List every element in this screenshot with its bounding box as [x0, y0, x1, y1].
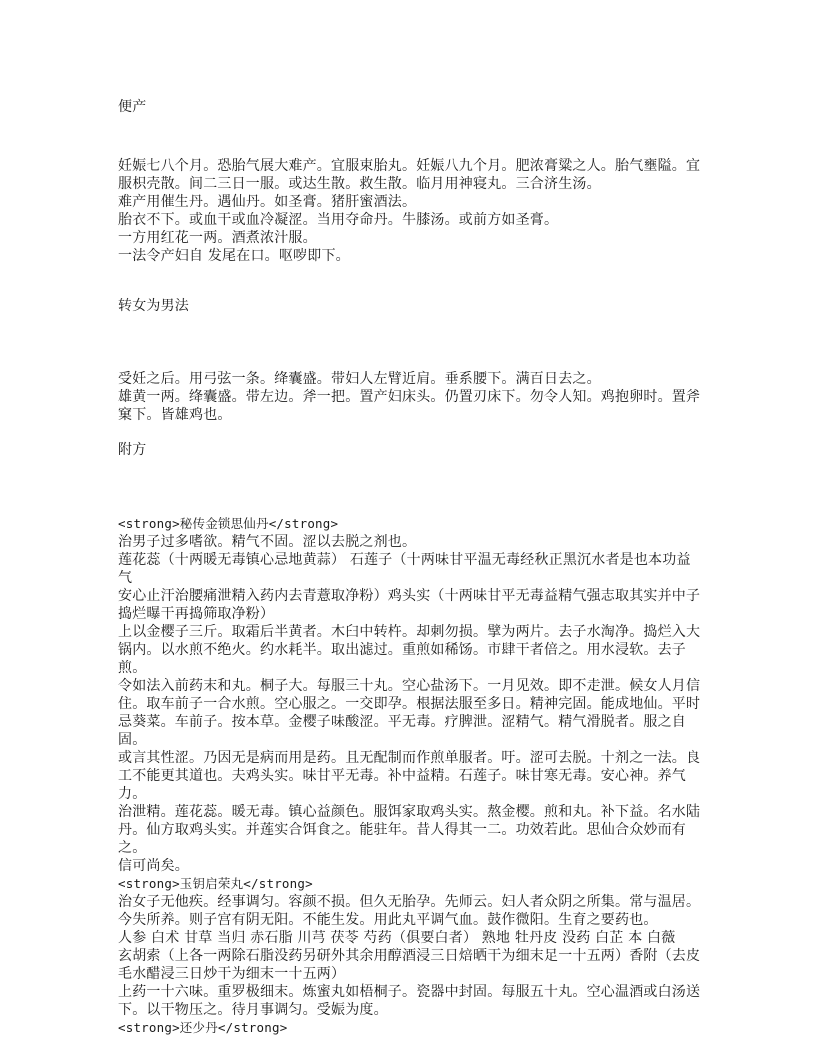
- text-line: 信可尚矣。: [118, 858, 189, 874]
- text-line: 窠下。皆雄鸡也。: [118, 407, 232, 423]
- text-line: 雄黄一两。绛囊盛。带左边。斧一把。置产妇床头。仍置刃床下。勿令人知。鸡抱卵时。置斧: [118, 389, 701, 405]
- text-line: 一方用红花一两。酒煮浓汁服。: [118, 230, 317, 246]
- text-line: 一法令产妇自 发尾在口。呕哕即下。: [118, 248, 350, 264]
- formula-title-yuyao: <strong>玉钥启荣丸</strong>: [118, 876, 313, 891]
- text-line: 或言其性涩。乃因无是病而用是药。且无配制而作煎单服者。吁。涩可去脱。十剂之一法。良: [118, 750, 701, 766]
- text-line: 毛水醋浸三日炒干为细末一十五两）: [118, 966, 346, 982]
- section-heading-fufang: [118, 441, 703, 459]
- text-line: 服枳壳散。间二三日一服。或达生散。救生散。临月用神寝丸。三合济生汤。: [118, 176, 601, 192]
- text-line: 治女子无他疾。经事调匀。容颜不损。但久无胎孕。先师云。妇人者众阴之所集。常与温居。: [118, 894, 701, 910]
- text-line: 人参 白术 甘草 当归 赤石脂 川芎 茯苓 芍药（俱要白者） 熟地 牡丹皮 没药 白芷 本 白薇: [118, 930, 676, 946]
- text-line: 妊娠七八个月。恐胎气展大难产。宜服束胎丸。妊娠八九个月。肥浓膏粱之人。胎气壅隘。宜: [118, 158, 701, 174]
- text-line: 难产用催生丹。遇仙丹。如圣膏。猪肝蜜酒法。: [118, 194, 417, 210]
- text-line: 锅内。以水煎不绝火。约水耗半。取出滤过。重煎如稀饧。市肆干者倍之。用水浸软。去子煎。: [118, 642, 686, 676]
- section-body-zhuannv: [118, 370, 703, 424]
- text-line: 下。以干物压之。待月事调匀。受娠为度。: [118, 1002, 388, 1018]
- text-line: 丹。仙方取鸡头实。并莲实合饵食之。能驻年。昔人得其一二。功效若此。思仙合众妙而有之。: [118, 822, 686, 856]
- text-line: 治男子过多嗜欲。精气不固。涩以去脱之剂也。: [118, 534, 417, 550]
- formula-title-huanshao: <strong>还少丹</strong>: [118, 1020, 288, 1035]
- text-line: 上以金樱子三斤。取霜后半黄者。木臼中转杵。却刺勿损。擘为两片。去子水淘净。捣烂入大: [118, 624, 701, 640]
- formula-title-jinsuo: <strong>秘传金锁思仙丹</strong>: [118, 516, 339, 531]
- text-line: 忌葵菜。车前子。按本草。金樱子味酸涩。平无毒。疗脾泄。涩精气。精气滑脱者。服之自固。: [118, 714, 686, 748]
- heading-text: 转女为男法: [118, 298, 189, 314]
- text-line: 今失所养。则子宫有阴无阳。不能生发。用此丸平调气血。鼓作微阳。生育之要药也。: [118, 912, 658, 928]
- text-line: 住。取车前子一合水煎。空心服之。一交即孕。根据法服至多日。精神完固。能成地仙。平时: [118, 696, 701, 712]
- text-line: 上药一十六味。重罗极细末。炼蜜丸如梧桐子。瓷器中封固。每服五十丸。空心温酒或白汤送: [118, 984, 701, 1000]
- text-line: 治泄精。莲花蕊。暖无毒。镇心益颜色。服饵家取鸡头实。熬金樱。煎和丸。补下益。名水陆: [118, 804, 701, 820]
- section-body-biancan: [118, 157, 703, 265]
- section-body-fufang: [118, 515, 703, 1037]
- text-line: 工不能更其道也。夫鸡头实。味甘平无毒。补中益精。石莲子。味甘寒无毒。安心神。养气力。: [118, 768, 686, 802]
- text-line: 安心止汗治腰痛泄精入药内去青薏取净粉）鸡头实（十两味甘平无毒益精气强志取其实并中子: [118, 588, 701, 604]
- heading-text: 便产: [118, 99, 147, 115]
- heading-text: 附方: [118, 442, 147, 458]
- text-line: 受妊之后。用弓弦一条。绛囊盛。带妇人左臂近肩。垂系腰下。满百日去之。: [118, 371, 601, 387]
- text-line: 胎衣不下。或血干或血冷凝涩。当用夺命丹。牛膝汤。或前方如圣膏。: [118, 212, 559, 228]
- text-line: 玄胡索（上各一两除石脂没药另研外其余用醇酒浸三日焙晒干为细末足一十五两）香附（去皮: [118, 948, 701, 964]
- text-line: 令如法入前药末和丸。桐子大。每服三十丸。空心盐汤下。一月见效。即不走泄。候女人月信: [118, 678, 701, 694]
- section-heading-zhuannv: [118, 297, 703, 315]
- text-line: 捣烂曝干再捣筛取净粉）: [118, 606, 275, 622]
- section-heading-biancan: [118, 98, 703, 116]
- text-line: 莲花蕊（十两暖无毒镇心忌地黄蒜） 石莲子（十两味甘平温无毒经秋正黑沉水者是也本功益气: [118, 552, 691, 586]
